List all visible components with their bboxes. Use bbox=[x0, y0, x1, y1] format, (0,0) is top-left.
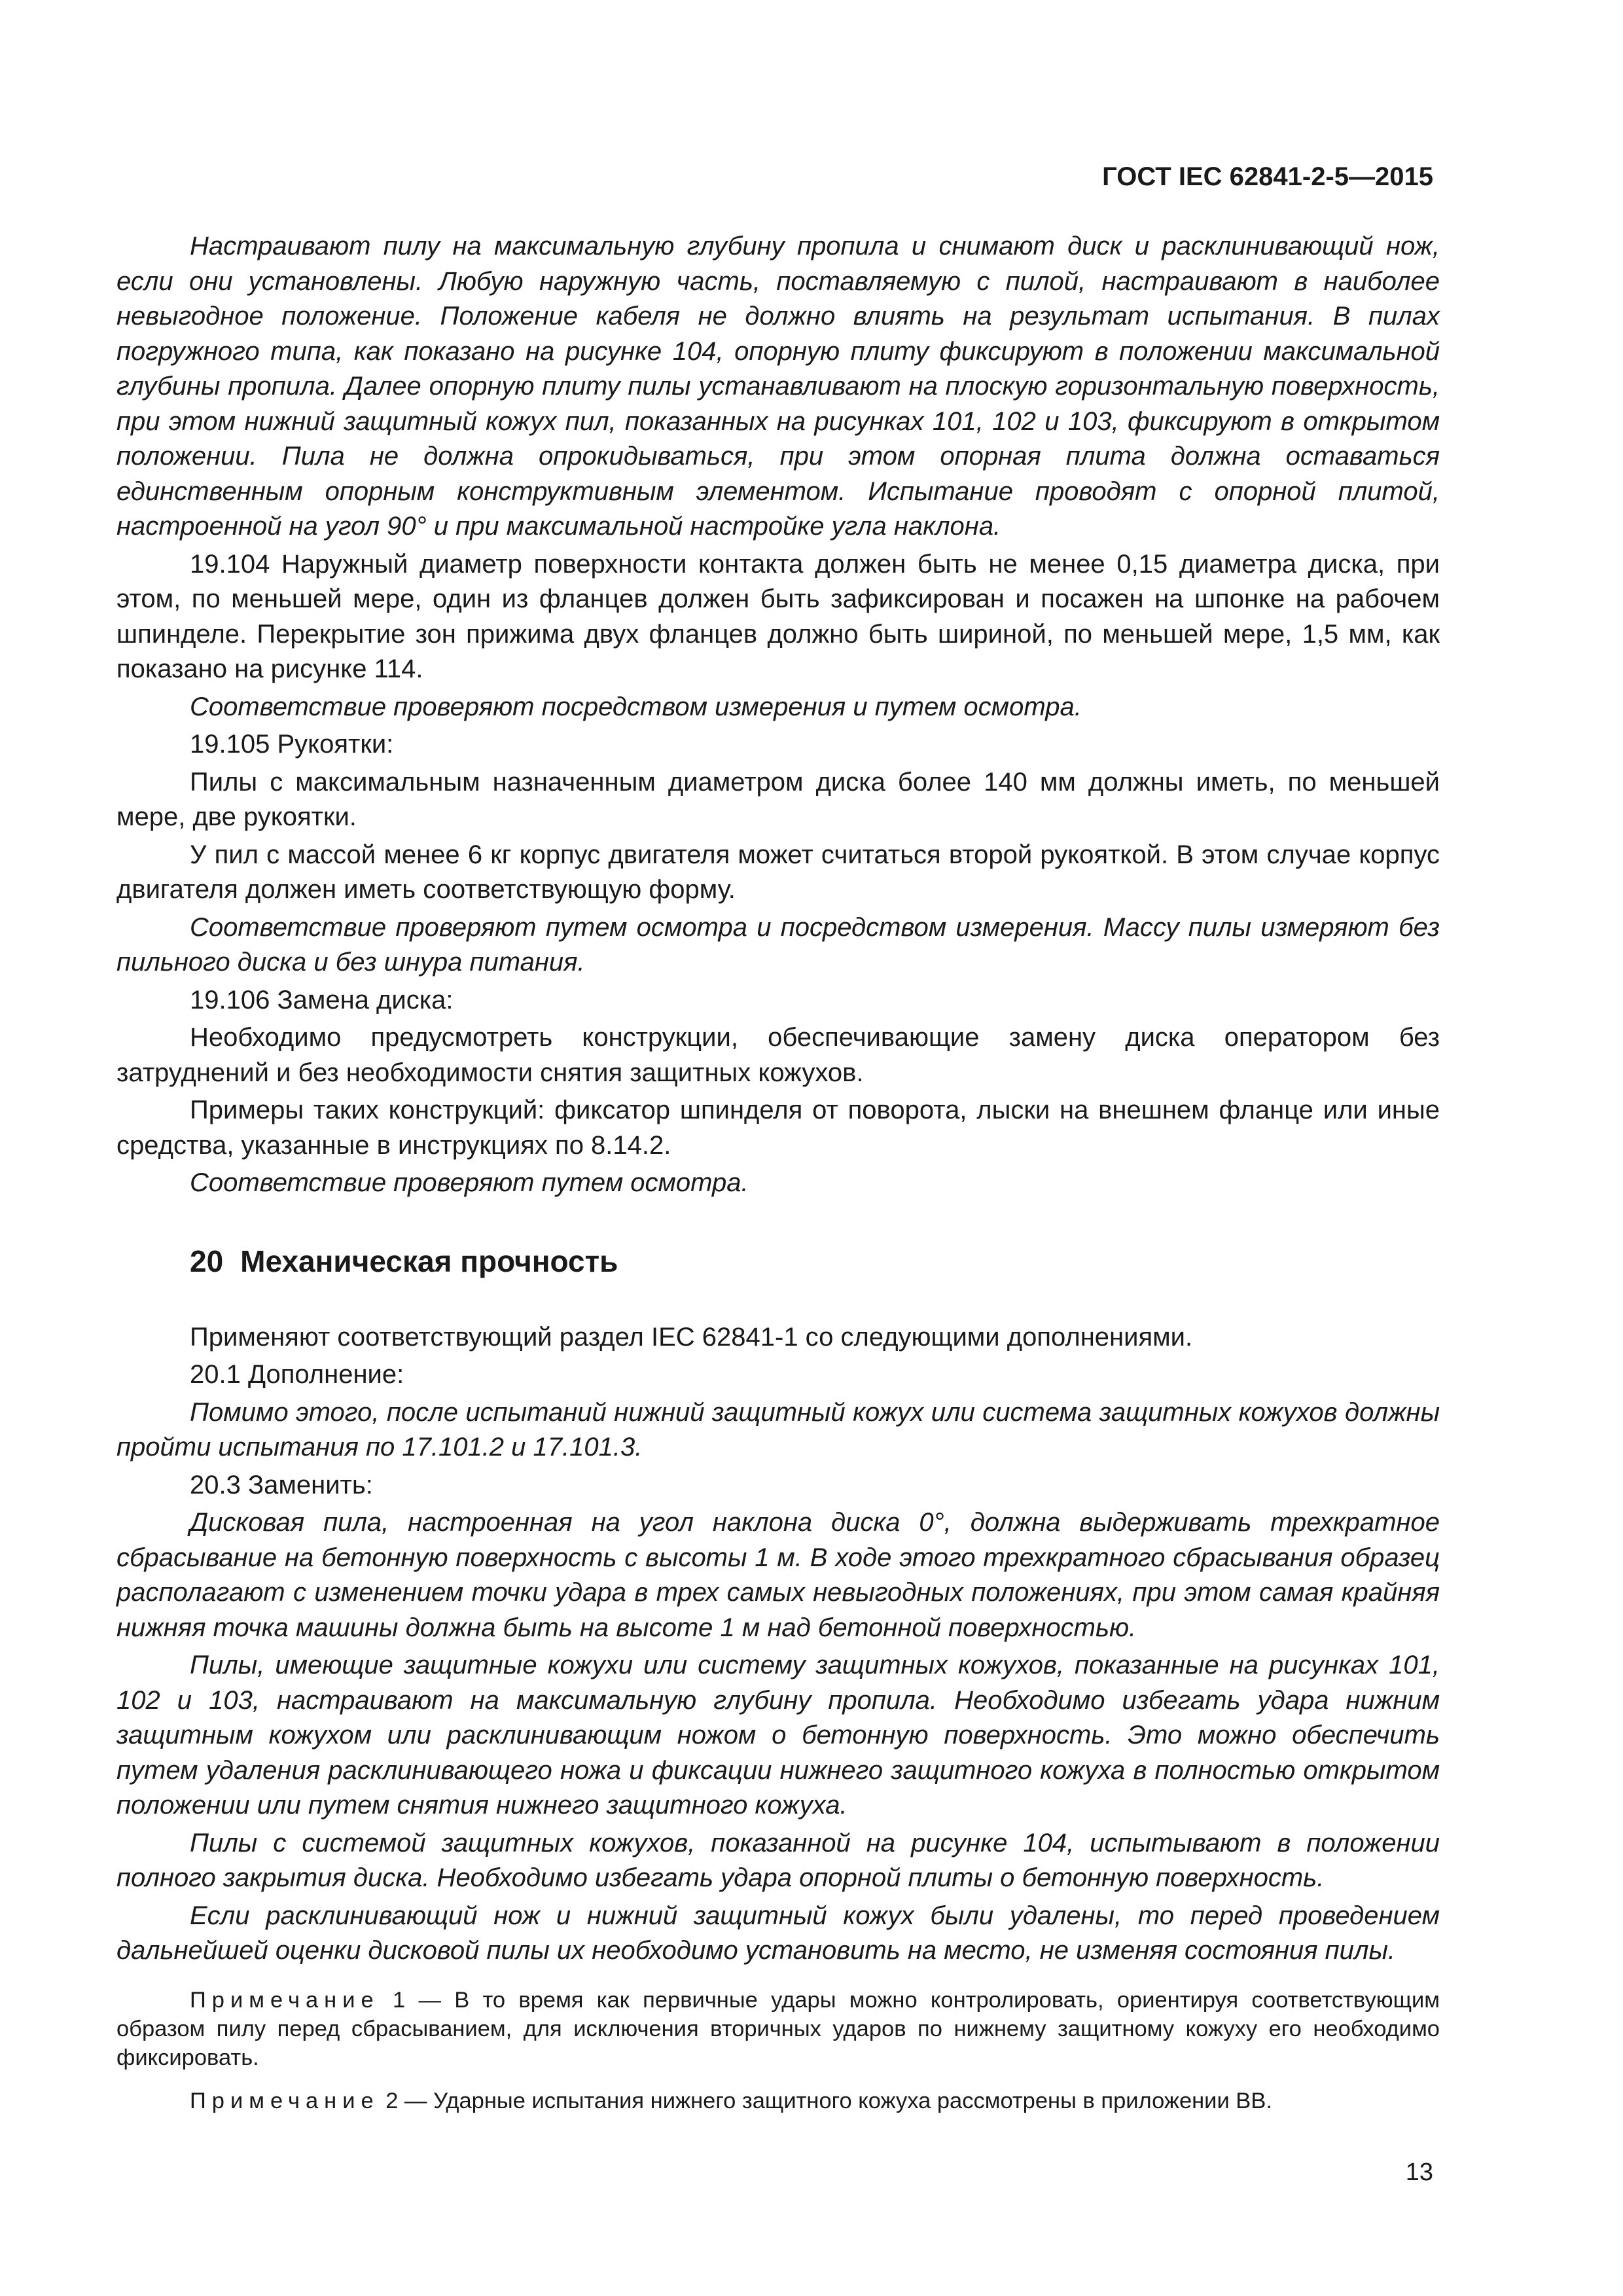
paragraph-guards: Пилы, имеющие защитные кожухи или систему защитных кожухов, показанные на рисунках 101, 102 и 103, настраивают на максимальную глубину пропила. Необходимо избегать удара нижним защитным кожухом или расклинивающим ножом о бетонную поверхность. Это можно обеспечить путем удаления расклинивающего ножа и фиксации нижнего защитного кожуха в полностью открытом положении или путем снятия нижнего защитного кожуха. bbox=[116, 1651, 1440, 1820]
paragraph-compliance-3: Соответствие проверяют путем осмотра. bbox=[190, 1168, 749, 1197]
paragraph-20-3: 20.3 Заменить: bbox=[190, 1470, 373, 1499]
paragraph-blade-change-1: Необходимо предусмотреть конструкции, обеспечивающие замену диска оператором без затруднений и без необходимости снятия защитных кожухов. bbox=[116, 1023, 1440, 1087]
paragraph-handles-1: Пилы с максимальным назначенным диаметром диска более 140 мм должны иметь, по меньшей мере, две рукоятки. bbox=[116, 767, 1440, 831]
paragraph-20-1-text: Помимо этого, после испытаний нижний защитный кожух или система защитных кожухов должны пройти испытания по 17.101.2 и 17.101.3. bbox=[116, 1397, 1440, 1462]
note-2 bbox=[116, 2087, 1440, 2115]
page-number: 13 bbox=[1405, 2159, 1433, 2186]
document-body bbox=[116, 229, 1440, 2115]
paragraph-section-intro: Применяют соответствующий раздел IEC 62841-1 со следующими дополнениями. bbox=[190, 1322, 1193, 1352]
section-title: Механическая прочность bbox=[240, 1244, 618, 1278]
paragraph-handles-2: У пил с массой менее 6 кг корпус двигателя может считаться второй рукояткой. В этом случае корпус двигателя должен иметь соответствующую форму. bbox=[116, 840, 1440, 904]
note-1 bbox=[116, 1986, 1440, 2072]
paragraph-20-1: 20.1 Дополнение: bbox=[190, 1360, 404, 1389]
paragraph-reinstall: Если расклинивающий нож и нижний защитный кожух были удалены, то перед проведением дальнейшей оценки дисковой пилы их необходимо установить на место, не изменяя состояния пилы. bbox=[116, 1901, 1440, 1965]
paragraph-guard-system: Пилы с системой защитных кожухов, показанной на рисунке 104, испытывают в положении полного закрытия диска. Необходимо избегать удара опорной плиты о бетонную поверхность. bbox=[116, 1828, 1440, 1892]
note-2-label: Примечание bbox=[190, 2088, 380, 2113]
paragraph-drop-test: Дисковая пила, настроенная на угол наклона диска 0°, должна выдерживать трехкратное сбрасывание на бетонную поверхность с высоты 1 м. В ходе этого трехкратного сбрасывания образец располагают с изменением точки удара в трех самых невыгодных положениях, при этом самая крайняя нижняя точка машины должна быть на высоте 1 м над бетонной поверхностью. bbox=[116, 1508, 1440, 1642]
note-1-text: 1 — В то время как первичные удары можно контролировать, ориентируя соответствующим образом пилу перед сбрасыванием, для исключения вторичных ударов по нижнему защитному кожуху его необходимо фиксировать. bbox=[116, 1987, 1440, 2070]
section-heading bbox=[190, 1243, 1440, 1280]
paragraph-19-105: 19.105 Рукоятки: bbox=[190, 730, 394, 759]
paragraph-compliance-1: Соответствие проверяют посредством измерения и путем осмотра. bbox=[190, 692, 1082, 721]
document-code: ГОСТ IEC 62841-2-5—2015 bbox=[1102, 162, 1433, 191]
paragraph-test-setup: Настраивают пилу на максимальную глубину пропила и снимают диск и расклинивающий нож, если они установлены. Любую наружную часть, поставляемую с пилой, настраивают в наиболее невыгодное положение. Положение кабеля не должно влиять на результат испытания. В пилах погружного типа, как показано на рисунке 104, опорную плиту фиксируют в положении максимальной глубины пропила. Далее опорную плиту пилы устанавливают на плоскую горизонтальную поверхность, при этом нижний защитный кожух пил, показанных на рисунках 101, 102 и 103, фиксируют в открытом положении. Пила не должна опрокидываться, при этом опорная плита должна оставаться единственным опорным конструктивным элементом. Испытание проводят с опорной плитой, настроенной на угол 90° и при максимальной настройке угла наклона. bbox=[116, 232, 1440, 541]
section-number: 20 bbox=[190, 1244, 224, 1278]
note-1-label: Примечание bbox=[190, 1987, 380, 2013]
paragraph-19-104: 19.104 Наружный диаметр поверхности контакта должен быть не менее 0,15 диаметра диска, при этом, по меньшей мере, один из фланцев должен быть зафиксирован и посажен на шпонке на рабочем шпинделе. Перекрытие зон прижима двух фланцев должно быть шириной, по меньшей мере, 1,5 мм, как показано на рисунке 114. bbox=[116, 549, 1440, 683]
note-2-text: 2 — Ударные испытания нижнего защитного кожуха рассмотрены в приложении ВВ. bbox=[379, 2088, 1272, 2113]
paragraph-19-106: 19.106 Замена диска: bbox=[190, 985, 454, 1014]
paragraph-blade-change-2: Примеры таких конструкций: фиксатор шпинделя от поворота, лыски на внешнем фланце или иные средства, указанные в инструкциях по 8.14.2. bbox=[116, 1096, 1440, 1160]
paragraph-compliance-2: Соответствие проверяют путем осмотра и посредством измерения. Массу пилы измеряют без пильного диска и без шнура питания. bbox=[116, 912, 1440, 977]
